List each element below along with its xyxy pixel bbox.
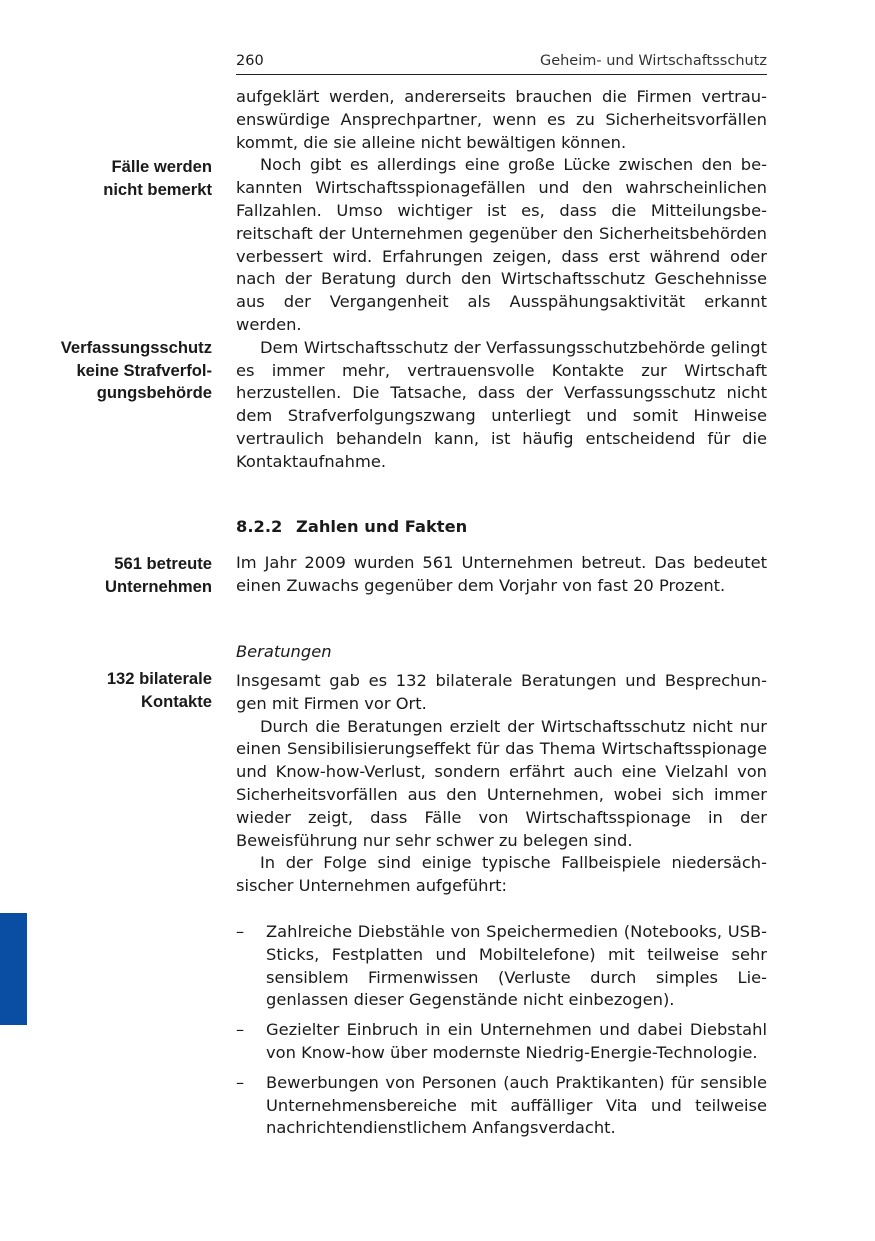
margin-note-verfassungsschutz: Verfassungsschutz keine Strafverfol- gungsbehörde [60, 338, 212, 402]
page-number: 260 [236, 53, 264, 69]
list-item-text: Bewerbungen von Personen (auch Praktikanten) für sensible Unternehmensbereiche mit auffälliger Vita und teilweise nachrichtendienstlichem Anfangsverdacht. [266, 1072, 767, 1138]
section-number: 8.2.2 [236, 517, 283, 536]
list-item [236, 1072, 767, 1140]
margin-note-561-unternehmen: 561 betreute Unternehmen [105, 554, 212, 596]
paragraph: aufgeklärt werden, andererseits brauchen die Firmen vertrauenswürdige Ansprechpartner, wenn es zu Sicherheitsvorfällen kommt, die sie alleine nicht bewältigen können. [236, 87, 767, 152]
page-header [236, 52, 767, 75]
chapter-thumb-tab [0, 913, 27, 1025]
running-title: Geheim- und Wirtschaftsschutz [539, 53, 767, 69]
margin-note-132-kontakte: 132 bilaterale Kontakte [106, 669, 212, 711]
paragraph: Im Jahr 2009 wurden 561 Unternehmen betreut. Das bedeutet einen Zuwachs gegenüber dem Vorjahr von fast 20 Prozent. [236, 553, 767, 595]
paragraph: Dem Wirtschaftsschutz der Verfassungsschutzbehörde gelingt es immer mehr, vertrauensvolle Kontakte zur Wirtschaft herzustellen. Die Tatsache, dass der Verfassungsschutz nicht dem Strafverfolgungszwang unterliegt und somit Hinweise vertraulich behandeln kann, ist häufig entscheidend für die Kontaktaufnahme. [236, 337, 767, 471]
paragraph: Noch gibt es allerdings eine große Lücke zwischen den bekannten Wirtschaftsspionagefällen und den wahrscheinlichen Fallzahlen. Umso wichtiger ist es, dass die Mitteilungsbereitschaft der Unternehmen gegenüber den Sicherheitsbehörden verbessert wird. Erfahrungen zeigen, dass erst während oder nach der Beratung durch den Wirtschaftsschutz Geschehnisse aus der Vergangenheit als Ausspähungsaktivität erkannt werden. [236, 155, 767, 334]
subheading: Beratungen [236, 642, 332, 661]
bullet-dash: – [236, 1020, 245, 1040]
body-text-block-2 [236, 552, 767, 598]
list-item [236, 921, 767, 1012]
body-text-block-3 [236, 670, 767, 898]
section-heading [236, 517, 467, 536]
bullet-list [236, 921, 767, 1147]
body-text-block-1 [236, 86, 767, 474]
paragraph: Insgesamt gab es 132 bilaterale Beratungen und Besprechungen mit Firmen vor Ort. [236, 671, 767, 713]
margin-note-faelle: Fälle werden nicht bemerkt [103, 157, 212, 199]
list-item-text: Gezielter Einbruch in ein Unternehmen und dabei Diebstahl von Know-how über modernste Niedrig-Energie-Technologie. [266, 1020, 767, 1062]
paragraph: Durch die Beratungen erzielt der Wirtschaftsschutz nicht nur einen Sensibilisierungseffekt für das Thema Wirtschaftsspionage und Know-how-Verlust, sondern erfährt auch eine Vielzahl von Sicherheitsvorfällen aus den Unternehmen, wobei sich immer wieder zeigt, dass Fälle von Wirtschaftsspionage in der Beweisführung nur sehr schwer zu belegen sind. [236, 716, 767, 850]
section-title: Zahlen und Fakten [296, 517, 468, 536]
list-item-text: Zahlreiche Diebstähle von Speichermedien (Notebooks, USB-Sticks, Festplatten und Mobiltelefone) mit teilweise sehr sensiblem Firmenwissen (Verluste durch simples Liegenlassen dieser Gegenstände nicht einbezogen). [266, 922, 767, 1010]
bullet-dash: – [236, 1072, 245, 1092]
bullet-dash: – [236, 922, 245, 941]
paragraph: In der Folge sind einige typische Fallbeispiele niedersächsischer Unternehmen aufgeführt: [236, 853, 767, 896]
list-item [236, 1019, 767, 1065]
